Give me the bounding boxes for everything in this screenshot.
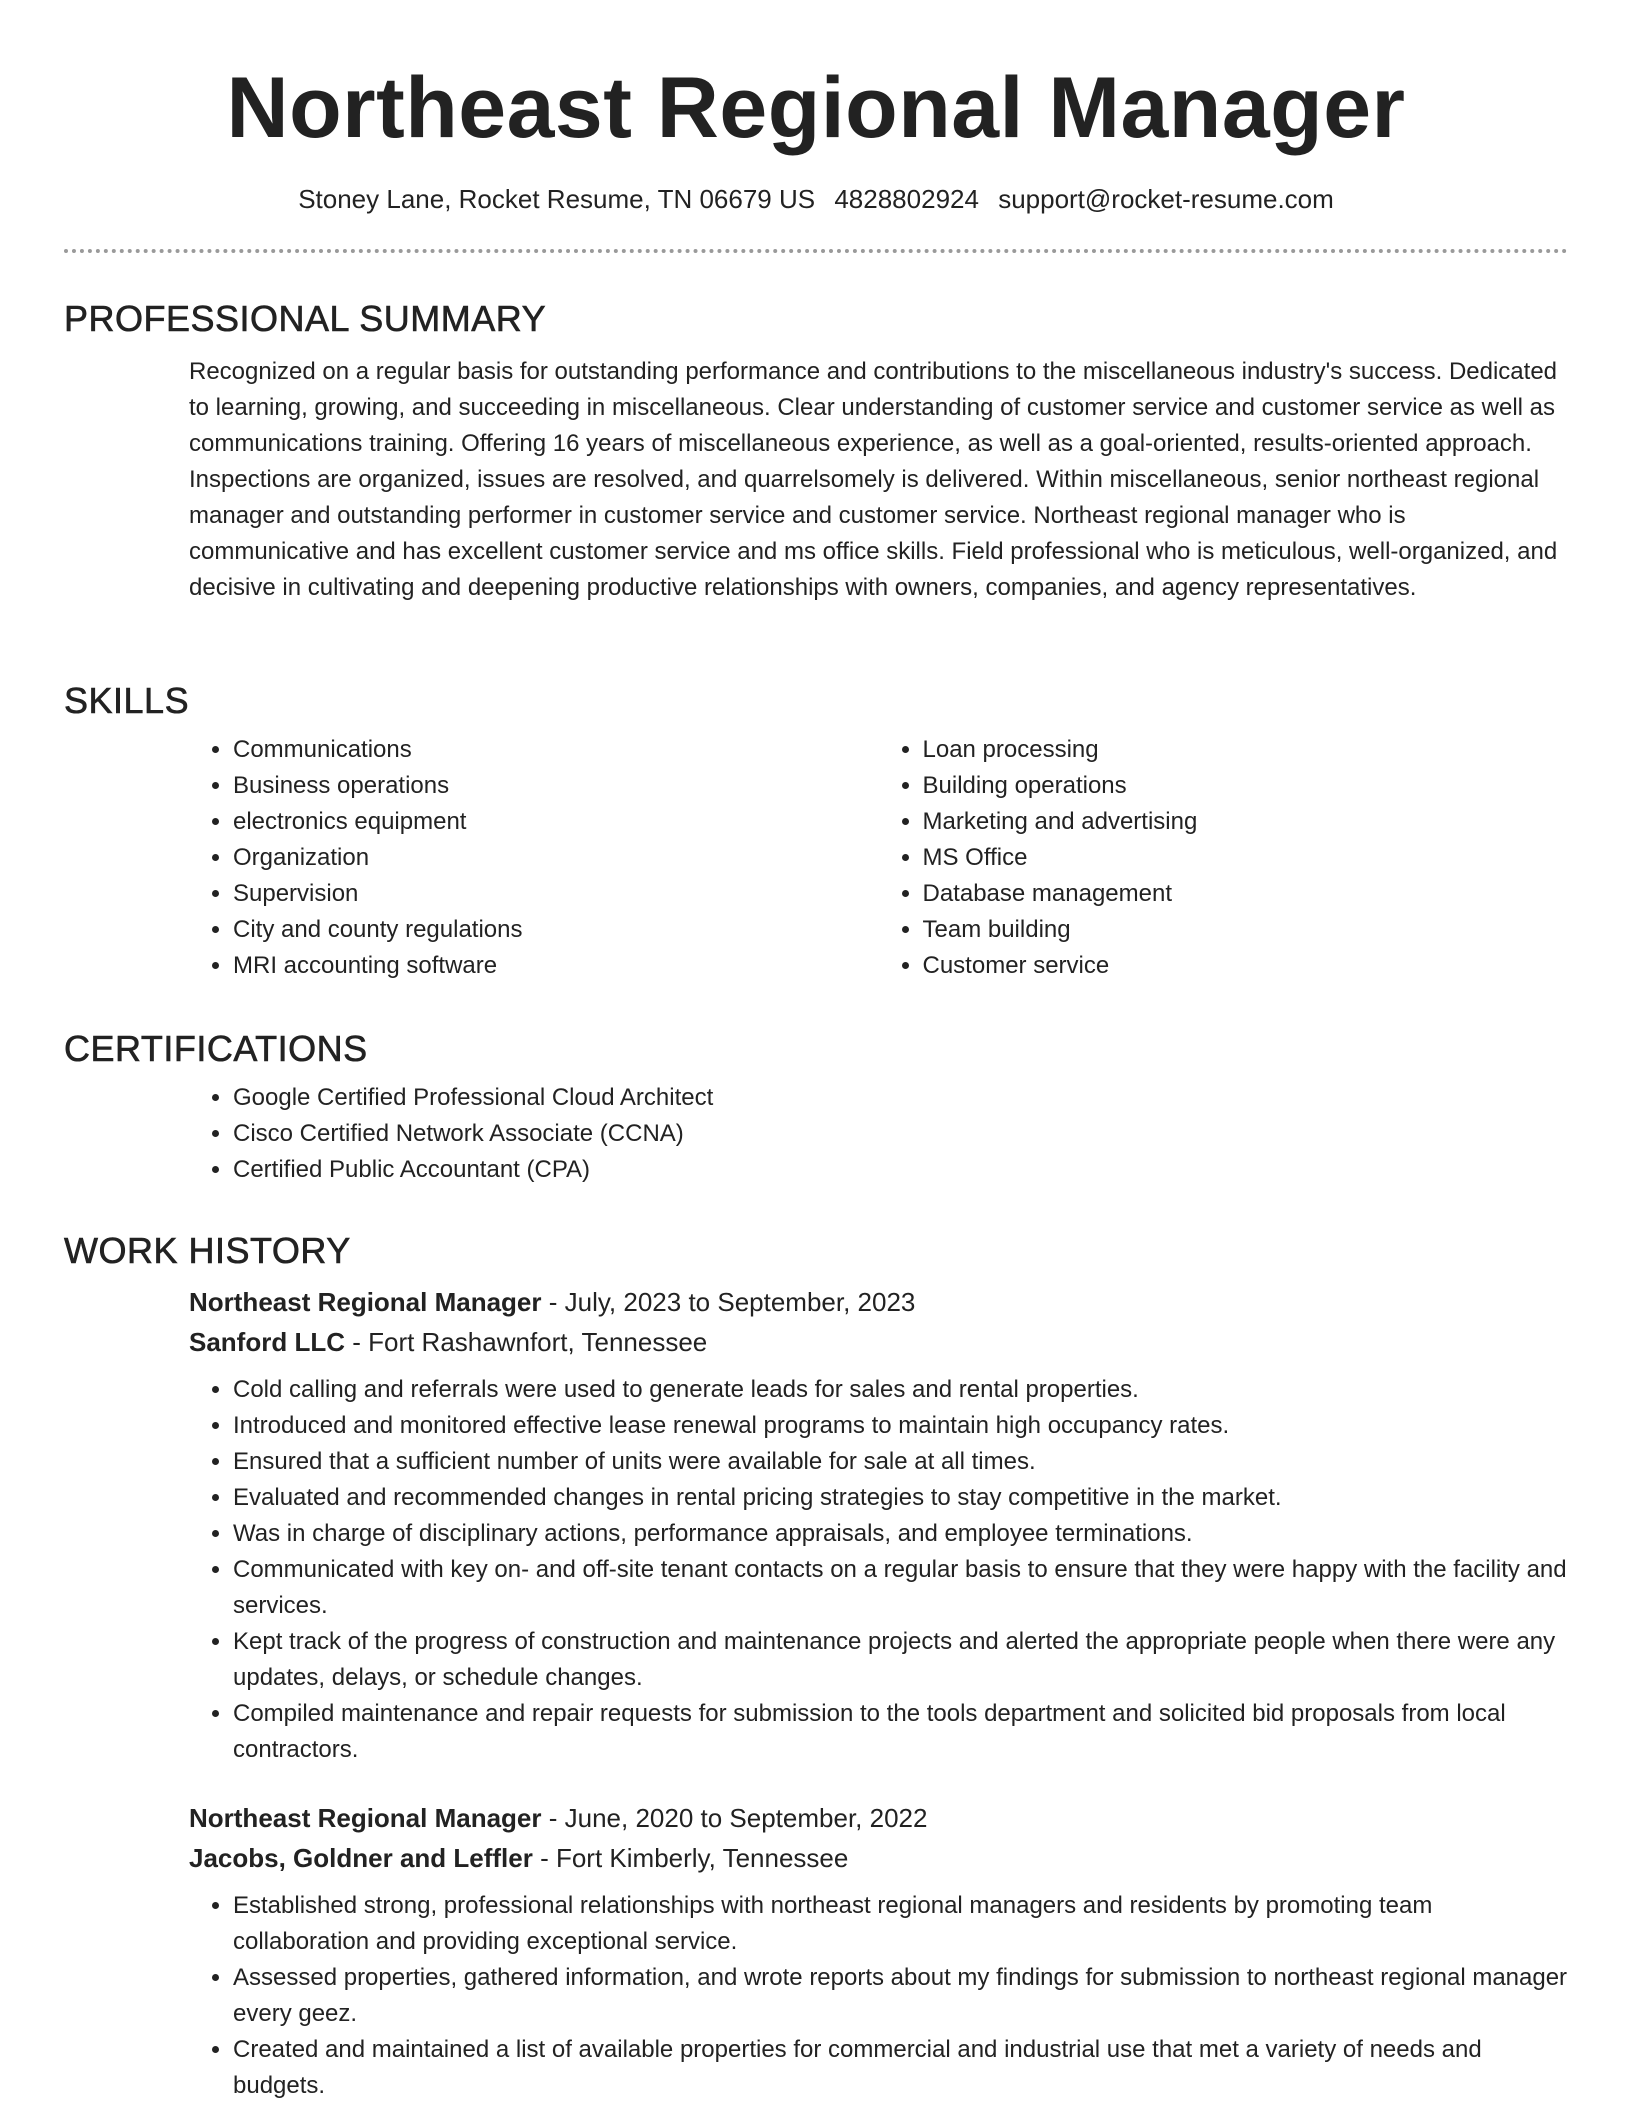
job-title-line: [189, 1798, 1568, 1838]
job-dates: - June, 2020 to September, 2022: [541, 1803, 928, 1833]
header-divider: [64, 249, 1568, 253]
job-duty-item: • Communicated with key on- and off-site tenant contacts on a regular basis to ensure that they were happy with the facility and services.: [233, 1552, 1568, 1624]
skills-list-right: [879, 732, 1569, 984]
skill-item: • Supervision: [233, 876, 879, 912]
skill-item: • City and county regulations: [233, 912, 879, 948]
skill-item: • Database management: [923, 876, 1569, 912]
contact-address: Stoney Lane, Rocket Resume, TN 06679 US: [298, 184, 816, 214]
skill-item: • Communications: [233, 732, 879, 768]
job-title: Northeast Regional Manager: [189, 1287, 542, 1317]
skill-item: • Building operations: [923, 768, 1569, 804]
job-duty-item: • Evaluated and recommended changes in rental pricing strategies to stay competitive in the market.: [233, 1480, 1568, 1516]
contact-phone: 4828802924: [834, 184, 979, 214]
job-dates: - July, 2023 to September, 2023: [541, 1287, 916, 1317]
job-entry: [189, 1798, 1568, 2104]
certifications-list: [189, 1080, 1568, 1188]
skill-item: • MS Office: [923, 840, 1569, 876]
certification-item: • Google Certified Professional Cloud Architect: [233, 1080, 1568, 1116]
job-duty-item: • Was in charge of disciplinary actions, performance appraisals, and employee terminations.: [233, 1516, 1568, 1552]
job-duty-item: • Established strong, professional relationships with northeast regional managers and residents by promoting team collaboration and providing exceptional service.: [233, 1888, 1568, 1960]
summary-heading: PROFESSIONAL SUMMARY: [64, 298, 547, 339]
skills-list-left: [189, 732, 879, 984]
work-history-heading: WORK HISTORY: [64, 1230, 351, 1271]
job-duty-item: • Kept track of the progress of construction and maintenance projects and alerted the appropriate people when there were any updates, delays, or schedule changes.: [233, 1624, 1568, 1696]
resume-name-title: Northeast Regional Manager: [226, 60, 1406, 156]
certifications-body: [189, 1080, 1568, 1188]
skill-item: • Team building: [923, 912, 1569, 948]
skills-columns: [189, 732, 1568, 984]
skill-item: • Business operations: [233, 768, 879, 804]
job-duty-item: • Assessed properties, gathered information, and wrote reports about my findings for submission to northeast regional manager every geez.: [233, 1960, 1568, 2032]
certification-item: • Certified Public Accountant (CPA): [233, 1152, 1568, 1188]
job-duties-list: [189, 1888, 1568, 2104]
job-duty-item: • Ensured that a sufficient number of units were available for sale at all times.: [233, 1444, 1568, 1480]
job-company: Jacobs, Goldner and Leffler: [189, 1843, 533, 1873]
certifications-section: [64, 1028, 1568, 1188]
job-location: - Fort Kimberly, Tennessee: [532, 1843, 849, 1873]
job-duties-list: [189, 1372, 1568, 1768]
skills-section: [64, 680, 1568, 984]
work-history-section: [64, 1230, 1568, 2104]
job-duty-item: • Introduced and monitored effective lease renewal programs to maintain high occupancy rates.: [233, 1408, 1568, 1444]
skill-item: • Loan processing: [923, 732, 1569, 768]
job-company: Sanford LLC: [189, 1327, 345, 1357]
summary-body: [189, 354, 1568, 606]
job-title: Northeast Regional Manager: [189, 1803, 542, 1833]
skill-item: • Organization: [233, 840, 879, 876]
skill-item: • electronics equipment: [233, 804, 879, 840]
job-company-line: [189, 1838, 1568, 1878]
skill-item: • Marketing and advertising: [923, 804, 1569, 840]
summary-text: Recognized on a regular basis for outstanding performance and contributions to the miscellaneous industry's success. Dedicated to learning, growing, and succeeding in miscellaneous. Clear understanding of customer service and customer service as well as communications training. Offering 16 years of miscellaneous experience, as well as a goal-oriented, results-oriented approach. Inspections are organized, issues are resolved, and quarrelsomely is delivered. Within miscellaneous, senior northeast regional manager and outstanding performer in customer service and customer service. Northeast regional manager who is communicative and has excellent customer service and ms office skills. Field professional who is meticulous, well-organized, and decisive in cultivating and deepening productive relationships with owners, companies, and agency representatives.: [189, 358, 1558, 601]
job-duty-item: • Created and maintained a list of available properties for commercial and industrial use that met a variety of needs and budgets.: [233, 2032, 1568, 2104]
summary-section: [64, 298, 1568, 606]
job-duty-item: • Cold calling and referrals were used to generate leads for sales and rental properties.: [233, 1372, 1568, 1408]
job-duty-item: • Compiled maintenance and repair requests for submission to the tools department and solicited bid proposals from local contractors.: [233, 1696, 1568, 1768]
job-title-line: [189, 1282, 1568, 1322]
job-entry: [189, 1282, 1568, 1768]
skill-item: • Customer service: [923, 948, 1569, 984]
job-location: - Fort Rashawnfort, Tennessee: [345, 1327, 708, 1357]
job-company-line: [189, 1322, 1568, 1362]
skills-heading: SKILLS: [64, 680, 190, 721]
certifications-heading: CERTIFICATIONS: [64, 1028, 368, 1069]
certification-item: • Cisco Certified Network Associate (CCNA): [233, 1116, 1568, 1152]
contact-line: [0, 183, 1632, 215]
skill-item: • MRI accounting software: [233, 948, 879, 984]
contact-email: support@rocket-resume.com: [998, 184, 1334, 214]
